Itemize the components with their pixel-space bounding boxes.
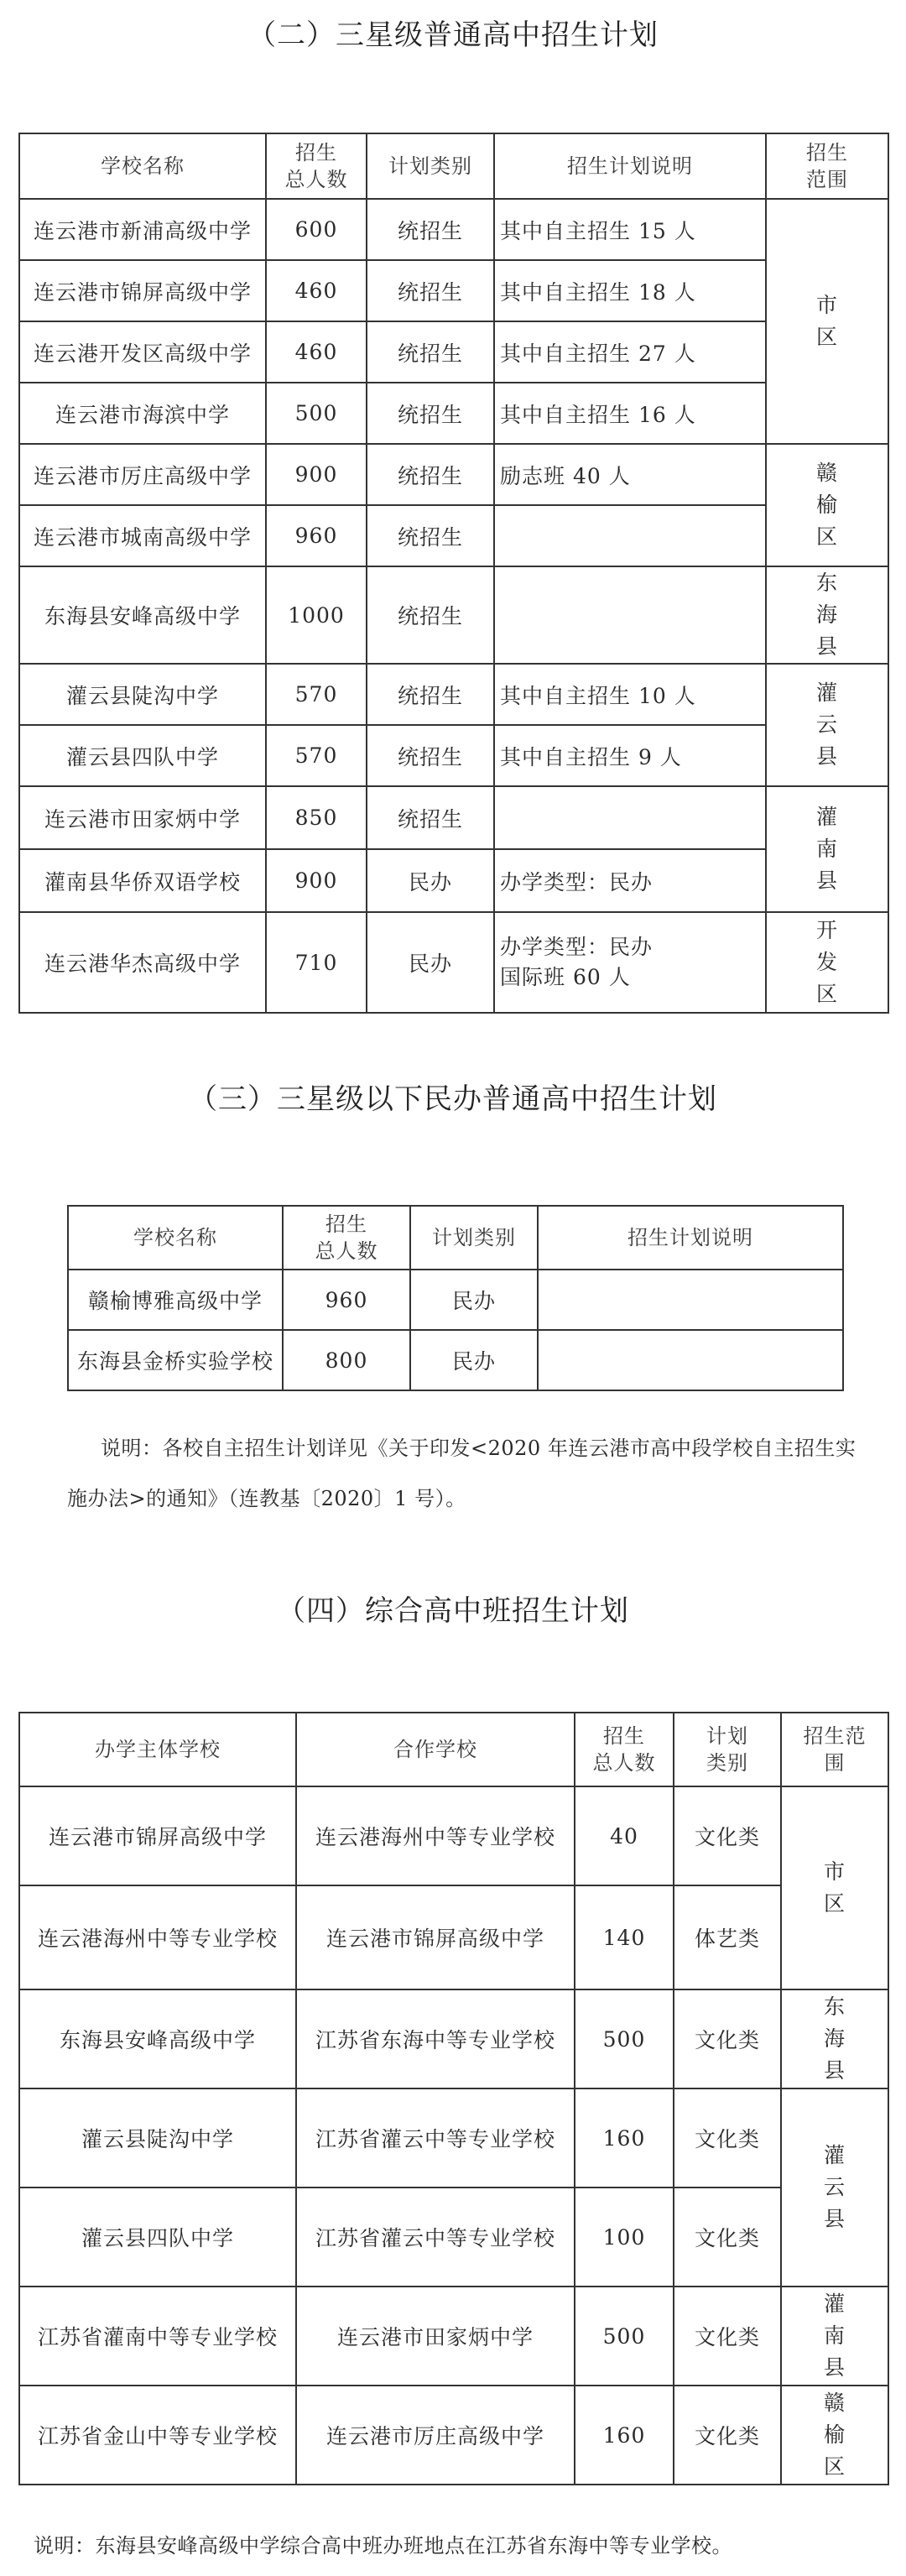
plan-type: 文化类 (674, 2386, 781, 2485)
total-count: 600 (266, 199, 367, 260)
school-name: 赣榆博雅高级中学 (68, 1270, 283, 1330)
school-name: 连云港市新浦高级中学 (19, 199, 266, 260)
table-row (19, 2287, 888, 2386)
range-ganyu: 赣 榆 区 (766, 444, 888, 566)
section4-table (18, 1712, 889, 2485)
total-count: 500 (575, 2287, 674, 2386)
range-ganyu: 赣 榆 区 (781, 2386, 888, 2485)
partner-school: 江苏省灌云中等专业学校 (296, 2188, 575, 2287)
school-name: 灌云县四队中学 (19, 725, 266, 786)
plan-type: 民办 (367, 849, 494, 912)
partner-school: 连云港市厉庄高级中学 (296, 2386, 575, 2485)
partner-school: 江苏省东海中等专业学校 (296, 1989, 575, 2088)
total-count: 800 (283, 1330, 410, 1390)
range-donghai: 东 海 县 (781, 1989, 888, 2088)
school-name: 连云港华杰高级中学 (19, 912, 266, 1013)
table-row (19, 566, 888, 664)
plan-type: 体艺类 (674, 1885, 781, 1989)
col-type-header: 计划类别 (367, 133, 494, 199)
table-row (68, 1330, 843, 1390)
table-row (19, 786, 888, 849)
host-school: 江苏省灌南中等专业学校 (19, 2287, 296, 2386)
table-row (19, 260, 888, 321)
section3-table (67, 1205, 844, 1391)
range-guannan: 灌 南 县 (766, 786, 888, 912)
total-count: 710 (266, 912, 367, 1013)
plan-type: 文化类 (674, 1989, 781, 2088)
plan-type: 统招生 (367, 786, 494, 849)
col-total-header: 招生 总人数 (575, 1713, 674, 1786)
host-school: 东海县安峰高级中学 (19, 1989, 296, 2088)
partner-school: 江苏省灌云中等专业学校 (296, 2088, 575, 2188)
col-total-header: 招生 总人数 (266, 133, 367, 199)
col-type-header: 计划类别 (410, 1206, 538, 1270)
plan-type: 民办 (367, 912, 494, 1013)
total-count: 500 (266, 383, 367, 444)
table-row (19, 2386, 888, 2485)
school-name: 连云港市田家炳中学 (19, 786, 266, 849)
section4-title: （四）综合高中班招生计划 (277, 1594, 629, 1628)
col-school-header: 学校名称 (19, 133, 266, 199)
col-partner-header: 合作学校 (296, 1713, 575, 1786)
plan-desc: 其中自主招生 10 人 (494, 664, 766, 725)
col-range-header: 招生 范围 (766, 133, 888, 199)
school-name: 连云港开发区高级中学 (19, 321, 266, 383)
plan-desc: 其中自主招生 16 人 (494, 383, 766, 444)
partner-school: 连云港市田家炳中学 (296, 2287, 575, 2386)
plan-desc: 励志班 40 人 (494, 444, 766, 505)
school-name: 连云港市海滨中学 (19, 383, 266, 444)
col-type-header: 计划 类别 (674, 1713, 781, 1786)
table-row (19, 505, 888, 566)
total-count: 1000 (266, 566, 367, 664)
school-name: 灌云县陡沟中学 (19, 664, 266, 725)
plan-desc (494, 786, 766, 849)
total-count: 960 (266, 505, 367, 566)
plan-type: 统招生 (367, 725, 494, 786)
total-count: 500 (575, 1989, 674, 2088)
table-header-row (68, 1206, 843, 1270)
section2-table (18, 133, 889, 1014)
range-city: 市 区 (766, 199, 888, 444)
plan-type: 统招生 (367, 260, 494, 321)
plan-type: 统招生 (367, 664, 494, 725)
range-city: 市 区 (781, 1786, 888, 1989)
plan-desc (538, 1270, 843, 1330)
plan-desc: 其中自主招生 15 人 (494, 199, 766, 260)
host-school: 灌云县四队中学 (19, 2188, 296, 2287)
section3-title: （三）三星级以下民办普通高中招生计划 (189, 1082, 717, 1116)
partner-school: 连云港海州中等专业学校 (296, 1786, 575, 1885)
plan-desc: 其中自主招生 27 人 (494, 321, 766, 383)
total-count: 40 (575, 1786, 674, 1885)
table-row (19, 199, 888, 260)
total-count: 570 (266, 664, 367, 725)
range-guanyun: 灌 云 县 (781, 2088, 888, 2287)
table-row (19, 849, 888, 912)
plan-type: 文化类 (674, 2287, 781, 2386)
plan-type: 统招生 (367, 566, 494, 664)
table-row (19, 444, 888, 505)
plan-desc: 办学类型：民办 国际班 60 人 (494, 912, 766, 1013)
school-name: 连云港市城南高级中学 (19, 505, 266, 566)
section4-note: 说明：东海县安峰高级中学综合高中班办班地点在江苏省东海中等专业学校。 (34, 2534, 732, 2558)
table-row (19, 912, 888, 1013)
range-guannan: 灌 南 县 (781, 2287, 888, 2386)
host-school: 连云港海州中等专业学校 (19, 1885, 296, 1989)
plan-desc: 其中自主招生 9 人 (494, 725, 766, 786)
col-school-header: 学校名称 (68, 1206, 283, 1270)
total-count: 140 (575, 1885, 674, 1989)
section3-note-line1: 说明：各校自主招生计划详见《关于印发<2020 年连云港市高中段学校自主招生实 (101, 1437, 857, 1460)
plan-desc: 其中自主招生 18 人 (494, 260, 766, 321)
school-name: 东海县金桥实验学校 (68, 1330, 283, 1390)
total-count: 850 (266, 786, 367, 849)
school-name: 连云港市锦屏高级中学 (19, 260, 266, 321)
school-name: 灌南县华侨双语学校 (19, 849, 266, 912)
total-count: 900 (266, 444, 367, 505)
total-count: 460 (266, 321, 367, 383)
total-count: 900 (266, 849, 367, 912)
plan-type: 民办 (410, 1270, 538, 1330)
table-row (19, 321, 888, 383)
range-kaifa: 开 发 区 (766, 912, 888, 1013)
col-desc-header: 招生计划说明 (494, 133, 766, 199)
plan-desc (538, 1330, 843, 1390)
section2-title: （二）三星级普通高中招生计划 (247, 18, 659, 52)
plan-type: 统招生 (367, 321, 494, 383)
table-row (19, 1786, 888, 1885)
table-row (19, 725, 888, 786)
host-school: 灌云县陡沟中学 (19, 2088, 296, 2188)
col-total-header: 招生 总人数 (283, 1206, 410, 1270)
table-header-row (19, 1713, 888, 1786)
section3-note-line2: 施办法>的通知》（连教基〔2020〕1 号）。 (67, 1487, 466, 1510)
plan-type: 统招生 (367, 505, 494, 566)
plan-type: 统招生 (367, 444, 494, 505)
table-row (19, 1989, 888, 2088)
col-desc-header: 招生计划说明 (538, 1206, 843, 1270)
host-school: 江苏省金山中等专业学校 (19, 2386, 296, 2485)
table-row (19, 664, 888, 725)
plan-desc (494, 566, 766, 664)
total-count: 570 (266, 725, 367, 786)
table-row (19, 1885, 888, 1989)
table-header-row (19, 133, 888, 199)
plan-type: 文化类 (674, 2088, 781, 2188)
table-row (19, 383, 888, 444)
partner-school: 连云港市锦屏高级中学 (296, 1885, 575, 1989)
col-host-header: 办学主体学校 (19, 1713, 296, 1786)
range-donghai: 东 海 县 (766, 566, 888, 664)
plan-type: 统招生 (367, 199, 494, 260)
table-row (19, 2088, 888, 2188)
total-count: 160 (575, 2088, 674, 2188)
plan-desc: 办学类型：民办 (494, 849, 766, 912)
table-row (68, 1270, 843, 1330)
total-count: 160 (575, 2386, 674, 2485)
plan-type: 民办 (410, 1330, 538, 1390)
col-range-header: 招生范 围 (781, 1713, 888, 1786)
plan-type: 文化类 (674, 2188, 781, 2287)
total-count: 960 (283, 1270, 410, 1330)
table-row (19, 2188, 888, 2287)
total-count: 460 (266, 260, 367, 321)
plan-type: 文化类 (674, 1786, 781, 1885)
plan-type: 统招生 (367, 383, 494, 444)
school-name: 东海县安峰高级中学 (19, 566, 266, 664)
total-count: 100 (575, 2188, 674, 2287)
range-guanyun: 灌 云 县 (766, 664, 888, 786)
school-name: 连云港市厉庄高级中学 (19, 444, 266, 505)
host-school: 连云港市锦屏高级中学 (19, 1786, 296, 1885)
plan-desc (494, 505, 766, 566)
